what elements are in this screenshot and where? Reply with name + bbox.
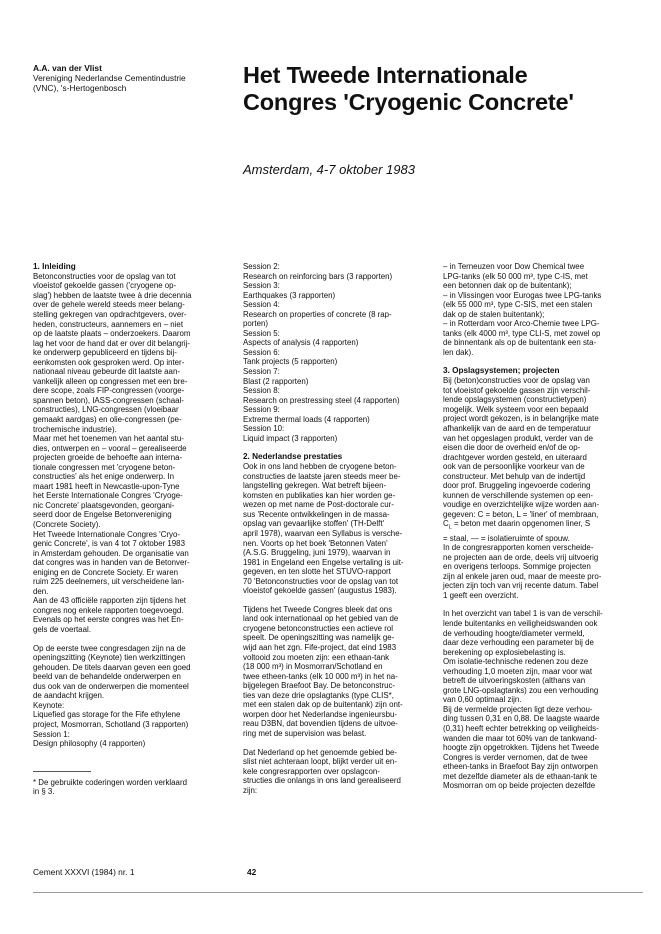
text-line: maart 1981 heeft in Newcastle-upon-Tyne <box>33 481 180 491</box>
text-line: Session 3: <box>243 281 280 291</box>
text-line: dus ook van de onderwerpen die momenteel <box>33 681 189 691</box>
text-line: 1 geeft een overzicht. <box>443 590 519 600</box>
text-line: hoogte zijn opgetrokken. Tijdens het Tweede <box>443 743 600 753</box>
text-line: $C_L$ = beton met daarin opgenomen liner, S <box>443 519 591 532</box>
text-line: ke onderwerp gepubliceerd en tijdens bij- <box>33 348 177 358</box>
paragraph <box>443 657 643 705</box>
text-line: projecten groeide de behoefte aan interna- <box>33 453 183 463</box>
paragraph <box>443 543 643 600</box>
text-line: Session 6: <box>243 347 280 357</box>
title-line: Het Tweede Internationale <box>243 62 528 88</box>
article-subtitle: Amsterdam, 4-7 oktober 1983 <box>243 162 415 177</box>
text-line: len dak). <box>443 347 474 357</box>
text-line: met een stalen dak op de buitentank) zijn ont- <box>243 700 403 710</box>
text-line: speelt. De openingszitting was namelijk ge- <box>243 633 395 643</box>
text-line: opslag van gevaarlijke stoffen' (TH-Delft' <box>243 519 385 529</box>
text-line: mogelijk. Welk systeem voor een bepaald <box>443 404 589 414</box>
text-line: zijn: <box>243 785 258 795</box>
text-line: verhouding 1,0 moeten zijn, maar voor wat <box>443 666 593 676</box>
text-line: Liquid impact (3 rapporten) <box>243 433 338 443</box>
text-line: betreft de uitvoeringskosten (althans van <box>443 676 586 686</box>
text-line: dak op de stalen buitentank); <box>443 309 545 319</box>
text-line: constructies' als het enige onderwerp. In <box>33 472 174 482</box>
text-line: bijgelegen Braefoot Bay. De betonconstruc- <box>243 681 396 691</box>
footnote <box>33 778 231 797</box>
text-line: project wordt gekozen, is in belangrijke mate <box>443 414 599 424</box>
text-line: openingszitting (Keynote) tien werkzittingen <box>33 653 186 663</box>
text-line: gegeven: C = beton, L = 'liner' of membraan, <box>443 509 599 519</box>
text-line: nic Concrete' plaatsgevonden, georgani- <box>33 500 175 510</box>
text-line: in § 3. <box>33 787 55 797</box>
text-line: sus 'Recente ontwikkelingen in de massa- <box>243 509 390 519</box>
text-line: Design philosophy (4 rapporten) <box>33 739 146 749</box>
paragraph <box>443 705 643 791</box>
text-line: In de congresrapporten komen verscheide- <box>443 543 594 553</box>
text-line: Session 5: <box>243 328 280 338</box>
text-line: seerd door de Engelse Betonvereniging <box>33 510 172 520</box>
text-line: gels de voertaal. <box>33 625 91 635</box>
text-line: reau D3BN, dat bovendien tijdens de uitvoe- <box>243 719 398 729</box>
paragraph <box>33 530 231 597</box>
text-line: langstelling gekregen. Wat betreft bijeen- <box>243 481 387 491</box>
paragraph <box>33 434 231 529</box>
text-line: Aspects of analysis (4 rapporten) <box>243 338 359 348</box>
text-line: de aandacht krijgen. <box>33 691 105 701</box>
session-list <box>33 701 231 749</box>
text-line: gemaakt aardgas) en olie-congressen (pe- <box>33 415 182 424</box>
page-number: 42 <box>247 867 257 877</box>
text-line: Bij de vermelde projecten ligt deze verhou- <box>443 704 593 714</box>
text-line: (A.S.G. Bruggeling, juni 1979), waarvan in <box>243 548 391 558</box>
text-line: ties van deze drie opslagtanks (type CLIS*, <box>243 690 394 700</box>
text-line: wijd aan het zgn. Fife-project, dat eind 1983 <box>243 643 397 653</box>
text-line: constructeur. Met behulp van de indertijd <box>443 471 586 481</box>
text-line: drachtgever worden gesteld, en uiteraard <box>443 452 587 462</box>
journal-reference: Cement XXXVI (1984) nr. 1 <box>33 867 135 877</box>
paragraph <box>243 605 441 739</box>
text-line: Maar met het toenemen van het aantal stu- <box>33 434 184 444</box>
text-line: Research on reinforcing bars (3 rapporten) <box>243 271 393 281</box>
text-line: tot vloeistof gekoelde gassen zijn verschil- <box>443 385 591 395</box>
text-line: komsten en publikaties kan hier worden ge- <box>243 490 396 500</box>
text-line: Ook in ons land hebben de cryogene beton- <box>243 462 397 472</box>
text-line: spannen beton), IASS-congressen (schaal- <box>33 395 184 405</box>
text-line: van 0,60 optimaal zijn. <box>443 695 522 705</box>
text-line: 1981 in Engeland een Engelse vertaling is uit- <box>243 557 404 567</box>
text-line: Betonconstructies voor de opslag van tot <box>33 271 176 281</box>
text-line: nationaal niveau gebeurde dit laatste aan- <box>33 367 180 377</box>
text-line: – in Vlissingen voor Eurogas twee LPG-tanks <box>443 290 602 300</box>
text-line: door prof. Bruggeling ingevoerde codering <box>443 481 591 491</box>
text-line: en overigens terloops. Sommige projecten <box>443 562 591 572</box>
text-line: eisen die door de overheid en/of de op- <box>443 443 581 453</box>
author-block <box>33 63 233 94</box>
text-line: Aan de 43 officiële rapporten zijn tijdens het <box>33 596 186 606</box>
text-line: nen. Voorts op het boek 'Betonnen Vaten' <box>243 538 388 548</box>
author-affiliation-line: (VNC), 's-Hertogenbosch <box>33 83 127 94</box>
text-column-3 <box>443 262 643 791</box>
text-line: stelling gekregen van opdrachtgevers, over- <box>33 309 187 319</box>
text-line: Keynote: <box>33 700 65 710</box>
paragraph <box>243 462 441 596</box>
text-line: worpen door het Nederlandse ingenieursbu- <box>243 709 397 719</box>
text-line: Liquefied gas storage for the Fife ethylene <box>33 710 181 720</box>
text-line: in Amsterdam gehouden. De organisatie van <box>33 548 189 558</box>
text-line: constructies), LNG-congressen (vloeibaar <box>33 405 179 415</box>
text-line: de verhouding hoogte/diameter vermeld, <box>443 628 585 638</box>
text-line: Research on prestressing steel (4 rapporten) <box>243 395 400 405</box>
text-column-1 <box>33 262 231 797</box>
text-line: Op de eerste twee congresdagen zijn na de <box>33 643 186 653</box>
text-line: op de laatste plaats – onderzoekers. Daarom <box>33 329 191 339</box>
text-line: Earthquakes (3 rapporten) <box>243 290 336 300</box>
text-line: Extreme thermal loads (4 rapporten) <box>243 414 370 424</box>
text-line: twee etheen-tanks (elk 10 000 m³) in het na- <box>243 671 398 681</box>
text-line: * De gebruikte coderingen worden verklaard <box>33 777 187 787</box>
text-line: zijn al enkele jaren oud, maar de meeste pro- <box>443 571 602 581</box>
text-line: porten) <box>243 319 269 329</box>
text-line: vloeistof gekoelde gassen ('cryogene op- <box>33 281 177 291</box>
text-line: Tank projects (5 rapporten) <box>243 357 338 367</box>
text-line: etheen-tanks in Braefoot Bay zijn ontworpen <box>443 762 598 772</box>
text-column-2 <box>243 262 441 795</box>
article-title <box>243 62 653 116</box>
text-line: slag') hebben de laatste twee à drie decennia <box>33 290 192 300</box>
text-line: Mosmorran om op beide projecten dezelfde <box>443 781 596 791</box>
text-line: voudige en overzichtelijke wijze worden aan- <box>443 500 600 510</box>
text-line: wanden die maar tot 60% van de tankwand- <box>443 733 597 743</box>
text-line: Session 9: <box>243 405 280 415</box>
text-line: het Eerste Internationale Congres 'Cryoge- <box>33 491 183 501</box>
text-line: heden, constructeurs, aannemers en – niet <box>33 319 184 329</box>
text-line: over de gehele wereld steeds meer belang- <box>33 300 185 310</box>
text-line: (Concrete Society). <box>33 520 101 530</box>
project-list <box>443 262 643 357</box>
text-line: LPG-tanks (elk 50 000 m³, type C-IS, met <box>443 271 588 281</box>
author-affiliation-line: Vereniging Nederlandse Cementindustrie <box>33 73 186 84</box>
section-heading: 3. Opslagsystemen; projecten <box>443 366 560 376</box>
text-line: congres nog enkele rapporten toegevoegd. <box>33 605 184 615</box>
text-line: tionale congressen met 'cryogene beton- <box>33 462 176 472</box>
text-line: structies die onlangs in ons land gerealiseerd <box>243 776 401 786</box>
text-line: een betonnen dak op de buitentank); <box>443 281 572 291</box>
text-line: de binnentank als op de buitentank een sta- <box>443 338 597 348</box>
text-line: grote LNG-opslagtanks) zou een verhouding <box>443 685 599 695</box>
text-line: ook van de persoonlijke voorkeur van de <box>443 462 585 472</box>
text-line: project, Mosmorran, Schotland (3 rapporten) <box>33 719 189 729</box>
text-line: ring met de supervision was belast. <box>243 728 367 738</box>
paragraph <box>443 609 643 657</box>
text-line: voltooid zou moeten zijn: een ethaan-tank <box>243 652 390 662</box>
text-line: (18 000 m³) in Mosmorran/Schotland en <box>243 662 383 672</box>
text-line: Dat Nederland op het genoemde gebied be- <box>243 747 397 757</box>
text-line: dere scope, zoals FIP-congressen (voorge- <box>33 386 185 396</box>
text-line: In het overzicht van tabel 1 is van de verschil- <box>443 609 603 619</box>
text-line: vankelijk alleen op congressen met een bre- <box>33 376 188 386</box>
paragraph <box>443 376 643 543</box>
text-line: Session 8: <box>243 386 280 396</box>
text-line: Research on properties of concrete (8 rap- <box>243 309 392 319</box>
text-line: Session 10: <box>243 424 285 434</box>
text-line: kele congresrapporten over opslagcon- <box>243 766 380 776</box>
text-line: beeld van de behandelde onderwerpen en <box>33 672 181 682</box>
text-line: lag het voor de hand dat er over dit belangrij- <box>33 338 191 348</box>
text-line: – in Terneuzen voor Dow Chemical twee <box>443 262 585 271</box>
text-line: eenkomsten ook gesproken werd. Op inter- <box>33 357 185 367</box>
text-line: kunnen de verschillende systemen op een- <box>443 490 594 500</box>
text-line: Het Tweede Internationale Congres 'Cryo- <box>33 529 180 539</box>
text-line: den. <box>33 586 49 596</box>
text-line: cryogene betonconstructies een actieve rol <box>243 623 394 633</box>
title-line: Congres 'Cryogenic Concrete' <box>243 89 574 115</box>
text-line: Session 1: <box>33 729 70 739</box>
text-line: daar deze verhouding een parameter bij de <box>443 638 594 648</box>
text-line: wezen op met name de Post-doctorale cur- <box>243 500 394 510</box>
text-line: afhankelijk van de aard en de temperatuur <box>443 424 591 433</box>
text-line: Session 7: <box>243 367 280 377</box>
text-line: jecten zijn toch van vrij recente datum. Tabel <box>443 581 599 591</box>
author-name: A.A. van der Vlist <box>33 63 102 73</box>
paragraph <box>243 748 441 796</box>
section-heading: 1. Inleiding <box>33 262 76 271</box>
text-line: gegeven, en ten slotte het STUVO-rapport <box>243 567 391 577</box>
text-line: Blast (2 rapporten) <box>243 376 309 386</box>
text-line: met dezelfde diameter als de ethaan-tank te <box>443 771 597 781</box>
text-line: van het opgeslagen produkt, verder van de <box>443 433 594 443</box>
text-line: april 1978), waarvan een Syllabus is versche- <box>243 529 403 539</box>
text-line: dat congres was in handen van de Betonver- <box>33 558 190 568</box>
text-line: Session 2: <box>243 262 280 271</box>
footnote-divider <box>33 771 91 772</box>
text-line: dies, ontwerpen en – vooral – gerealiseerde <box>33 443 187 453</box>
text-line: (elk 55 000 m³, type C-SIS, met een stalen <box>443 300 593 310</box>
text-line: constructies de laatste jaren steeds meer be- <box>243 471 401 481</box>
text-line: gehouden. De titels daarvan geven een goed <box>33 662 191 672</box>
text-line: berekening op explosiebelasting is. <box>443 647 566 657</box>
text-line: ne projecten aan de orde, deels vrij uitvoerig <box>443 552 599 562</box>
text-line: 70 'Betonconstructies voor de opslag van tot <box>243 576 399 586</box>
text-line: slist niet achteraan loopt, blijkt verder uit en- <box>243 757 397 767</box>
text-line: – in Rotterdam voor Arco-Chemie twee LPG- <box>443 319 600 329</box>
text-line: eniging en de Concrete Society. Er waren <box>33 567 179 577</box>
text-line: Om isolatie-technische redenen zou deze <box>443 657 589 667</box>
text-line: Bij (beton)constructies voor de opslag van <box>443 376 590 386</box>
text-line: lende buitentanks en veiligheidswanden ook <box>443 618 598 628</box>
bottom-rule <box>33 892 643 893</box>
text-line: lende opslagsystemen (constructietypen) <box>443 395 587 405</box>
text-line: Evenals op het eerste congres was het En- <box>33 615 184 625</box>
paragraph <box>33 596 231 634</box>
text-line: ruim 225 deelnemers, uit verscheidene lan- <box>33 577 185 587</box>
session-list <box>243 262 441 443</box>
text-line: trochemische industrie). <box>33 424 117 434</box>
text-line: vloeistof gekoelde gassen' (augustus 1983). <box>243 586 397 596</box>
text-line: land ook internationaal op het gebied van de <box>243 614 399 624</box>
text-line: Session 4: <box>243 300 280 310</box>
text-line: genic Concrete', is van 4 tot 7 oktober 1983 <box>33 539 185 549</box>
section-heading: 2. Nederlandse prestaties <box>243 452 343 462</box>
paragraph <box>33 272 231 434</box>
text-line: (0,31) heeft echter betrekking op veiligheids- <box>443 723 599 733</box>
text-line: Tijdens het Tweede Congres bleek dat ons <box>243 604 393 614</box>
text-line: Congres is verder vernomen, dat de twee <box>443 752 588 762</box>
paragraph <box>33 644 231 701</box>
text-line: = staal, — = isolatieruimte of spouw. <box>443 533 570 543</box>
text-line: ding tussen 0,31 en 0,88. De laagste waarde <box>443 714 600 724</box>
text-line: tanks (elk 4000 m³, type CLI-S, met zowel op <box>443 328 601 338</box>
